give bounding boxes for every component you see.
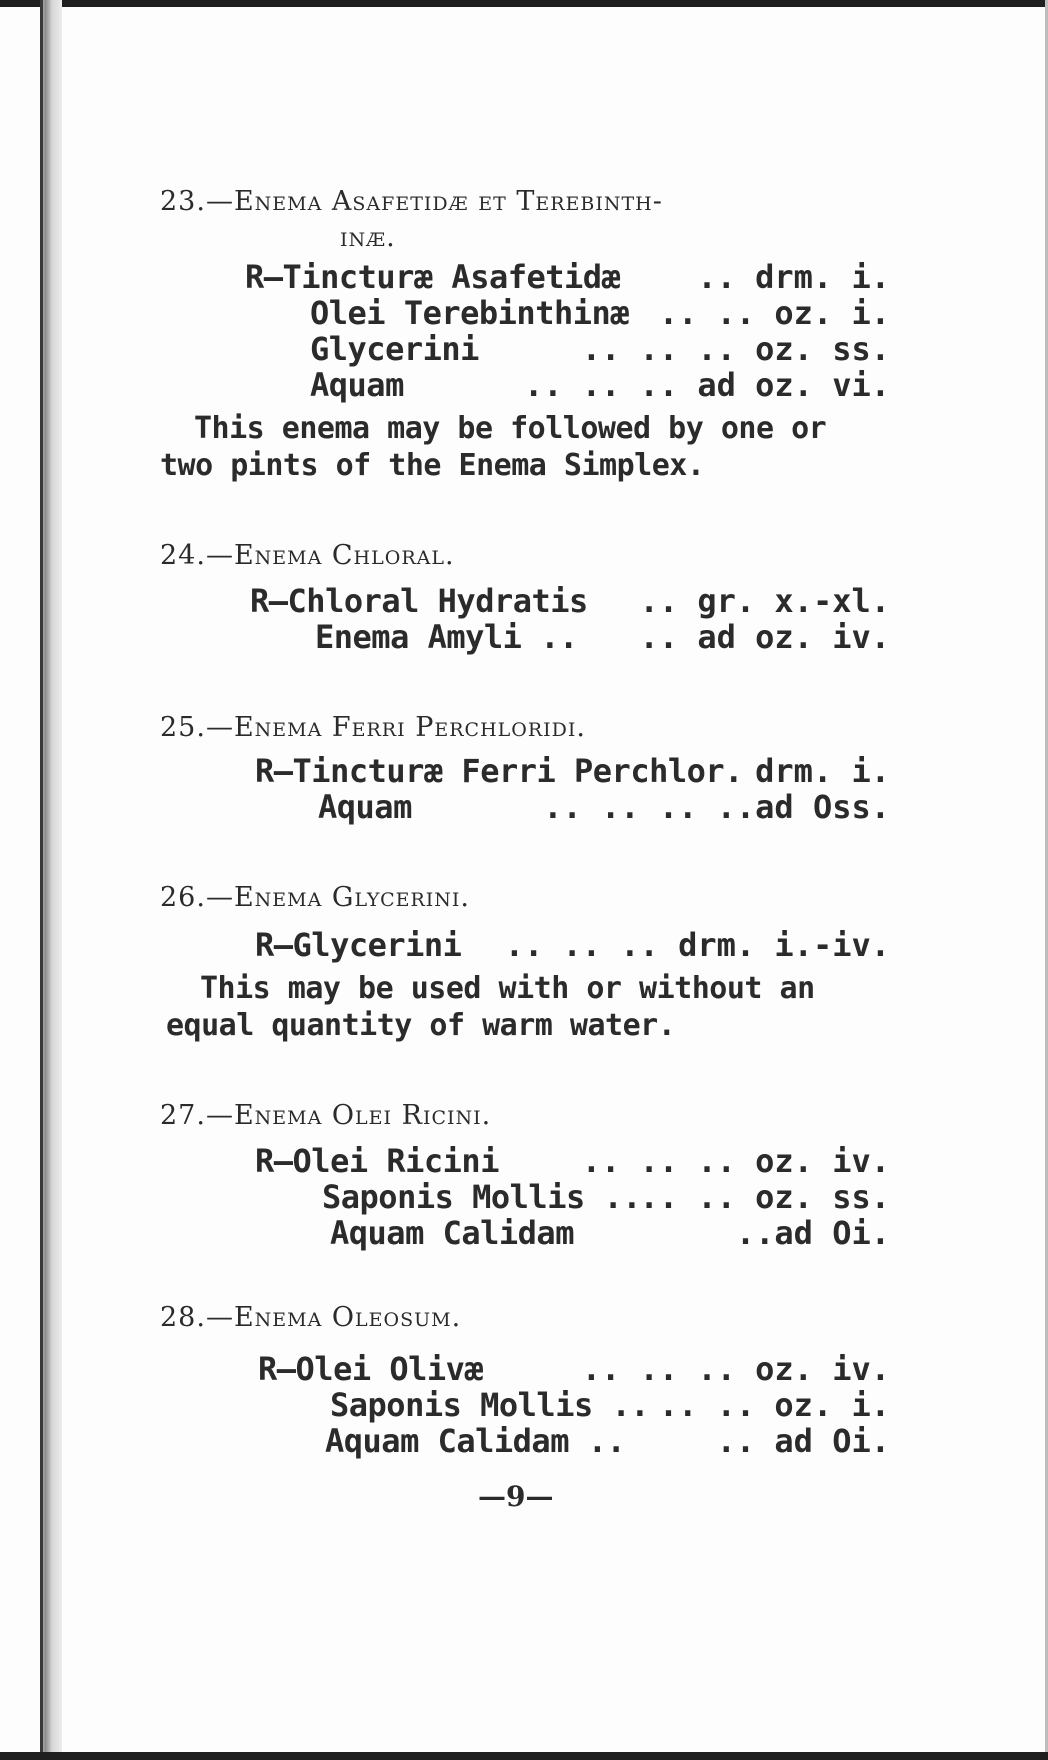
section-heading-23-continuation: inæ. xyxy=(340,222,396,253)
ingredient-name: Aquam Calidam .. xyxy=(325,1422,626,1460)
page-bottom-edge xyxy=(0,1752,1048,1760)
ingredient-quantity: .. ad oz. iv. xyxy=(639,618,890,656)
ingredient-quantity: drm. i. xyxy=(755,752,890,790)
ingredient-name: R—Chloral Hydratis xyxy=(250,582,588,620)
ingredient-name: Aquam Calidam xyxy=(330,1214,574,1252)
ingredient-quantity: .. drm. i. xyxy=(697,258,890,296)
ingredient-quantity: ..ad Oi. xyxy=(735,1214,890,1252)
ingredient-quantity: .. gr. x.-xl. xyxy=(639,582,890,620)
ingredient-name: Aquam xyxy=(310,366,404,404)
section-heading-28: 28.—Enema Oleosum. xyxy=(160,1302,462,1333)
ingredient-name: R—Tincturæ Ferri Perchlor. xyxy=(255,752,743,790)
ingredient-name: Saponis Mollis .. xyxy=(322,1178,642,1216)
page-number: —9— xyxy=(478,1480,554,1513)
ingredient-quantity: .. .. .. oz. ss. xyxy=(581,330,890,368)
ingredient-name: Aquam xyxy=(318,788,412,826)
section-heading-24: 24.—Enema Chloral. xyxy=(160,540,455,571)
ingredient-quantity: .. ad Oi. xyxy=(716,1422,890,1460)
ingredient-name: Glycerini xyxy=(310,330,479,368)
note-line: This may be used with or without an xyxy=(200,971,815,1006)
section-heading-25: 25.—Enema Ferri Perchloridi. xyxy=(160,712,586,743)
ingredient-quantity: .. .. .. drm. i.-iv. xyxy=(504,926,890,964)
note-line: equal quantity of warm water. xyxy=(166,1008,676,1043)
ingredient-quantity: .. .. .. oz. iv. xyxy=(581,1142,890,1180)
ingredient-quantity: .. .. oz. i. xyxy=(658,1386,890,1424)
ingredient-name: R—Olei Ricini xyxy=(255,1142,499,1180)
section-heading-27: 27.—Enema Olei Ricini. xyxy=(160,1100,492,1131)
section-heading-23: 23.—Enema Asafetidæ et Terebinth- xyxy=(160,186,663,217)
ingredient-name: R—Tincturæ Asafetidæ xyxy=(245,258,621,296)
ingredient-name: Olei Terebinthinæ xyxy=(310,294,630,332)
section-note-23 xyxy=(160,410,900,484)
note-line: two pints of the Enema Simplex. xyxy=(160,448,705,483)
ingredient-quantity: .. .. oz. ss. xyxy=(639,1178,890,1216)
note-line: This enema may be followed by one or xyxy=(194,411,827,446)
ingredient-name: R—Glycerini xyxy=(255,926,462,964)
ingredient-name: Saponis Mollis .. xyxy=(330,1386,650,1424)
ingredient-quantity: .. .. .. ad oz. vi. xyxy=(523,366,890,404)
section-note-26 xyxy=(166,970,906,1044)
ingredient-quantity: .. .. .. ..ad Oss. xyxy=(543,788,890,826)
ingredient-name: R—Olei Olivæ xyxy=(258,1350,484,1388)
ingredient-name: Enema Amyli .. xyxy=(315,618,578,656)
ingredient-quantity: .. .. oz. i. xyxy=(658,294,890,332)
section-heading-26: 26.—Enema Glycerini. xyxy=(160,882,471,913)
ingredient-quantity: .. .. .. oz. iv. xyxy=(581,1350,890,1388)
